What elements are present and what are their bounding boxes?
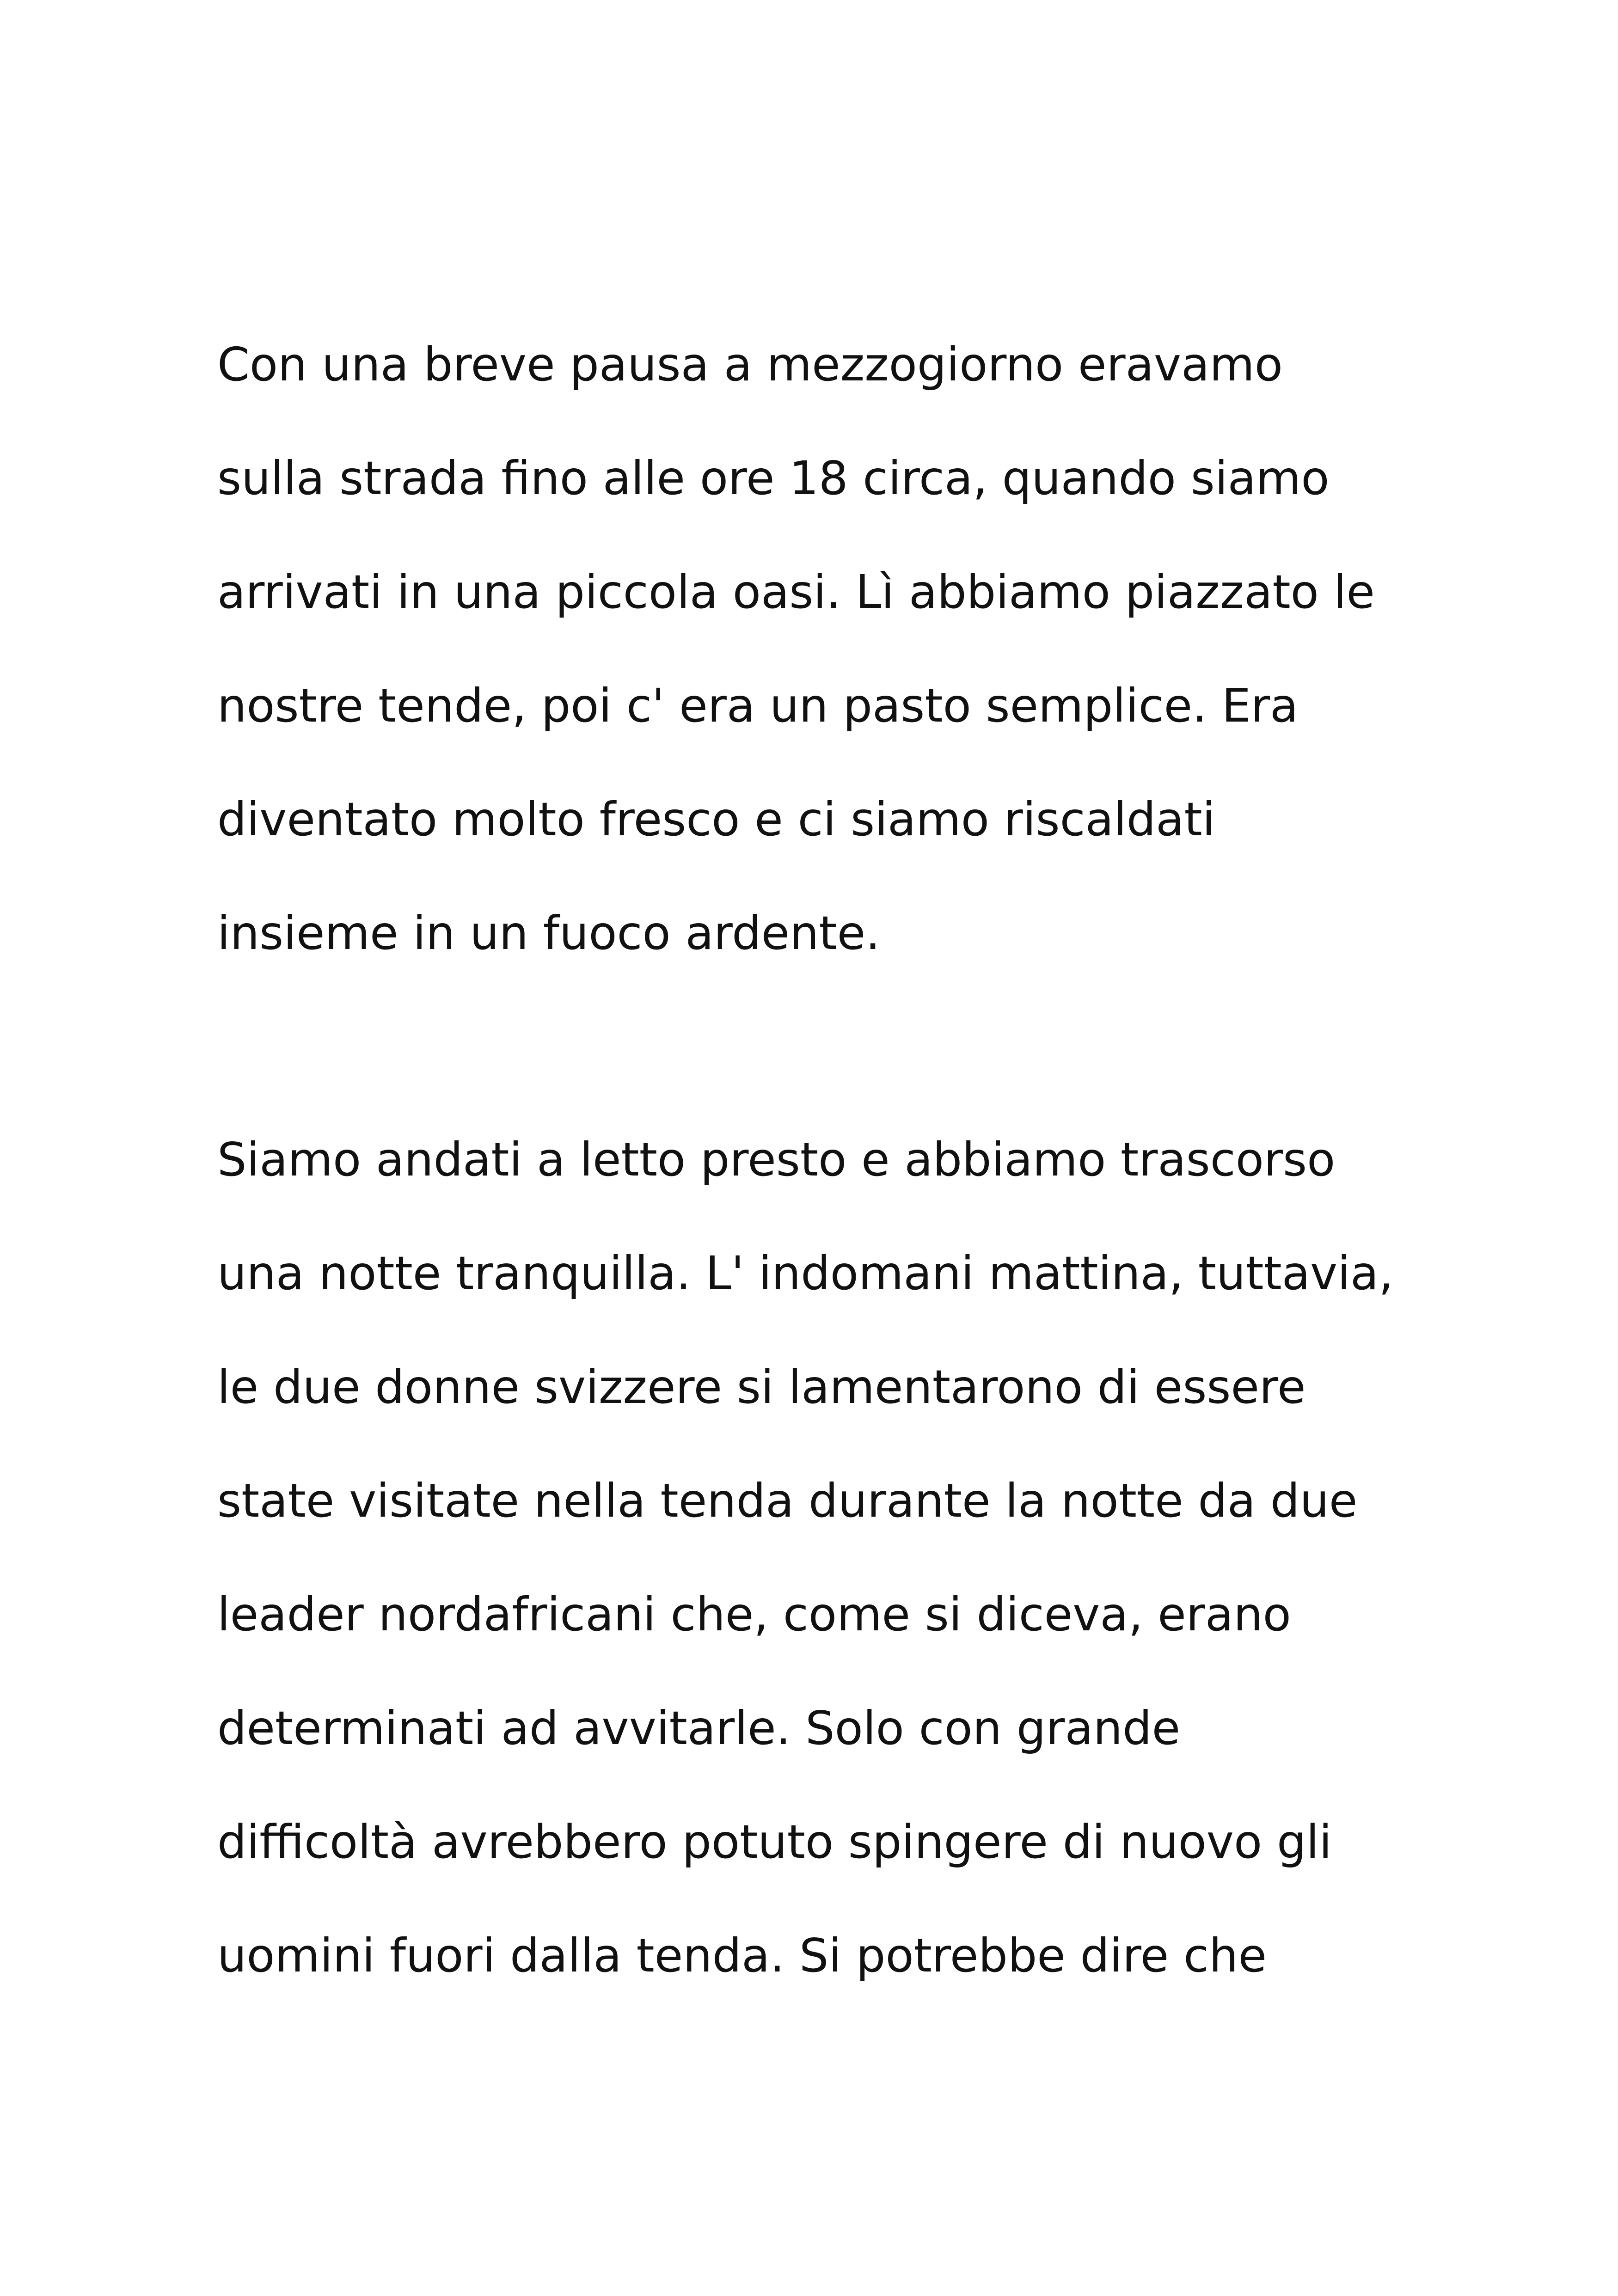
text-line: sulla strada fino alle ore 18 circa, quando siamo [217,451,1330,505]
text-line: uomini fuori dalla tenda. Si potrebbe dire che [217,1929,1267,1983]
text-line: arrivati in una piccola oasi. Lì abbiamo piazzato le [217,565,1375,619]
text-line: difficoltà avrebbero potuto spingere di nuovo gli [217,1815,1332,1869]
paragraph-2 [217,1103,1442,2013]
text-line: una notte tranquilla. L' indomani mattina, tuttavia, [217,1246,1394,1300]
text-line: state visitate nella tenda durante la notte da due [217,1474,1358,1528]
paragraph-1 [217,308,1442,990]
text-line: determinati ad avvitarle. Solo con grande [217,1701,1181,1755]
text-line: leader nordafricani che, come si diceva, erano [217,1587,1291,1641]
text-line: Siamo andati a letto presto e abbiamo trascorso [217,1133,1336,1187]
text-line: Con una breve pausa a mezzogiorno eravamo [217,337,1283,392]
text-line: nostre tende, poi c' era un pasto semplice. Era [217,679,1299,733]
text-line: diventato molto fresco e ci siamo riscaldati [217,792,1215,846]
text-line: insieme in un fuoco ardente. [217,906,881,960]
text-line: le due donne svizzere si lamentarono di essere [217,1360,1306,1414]
